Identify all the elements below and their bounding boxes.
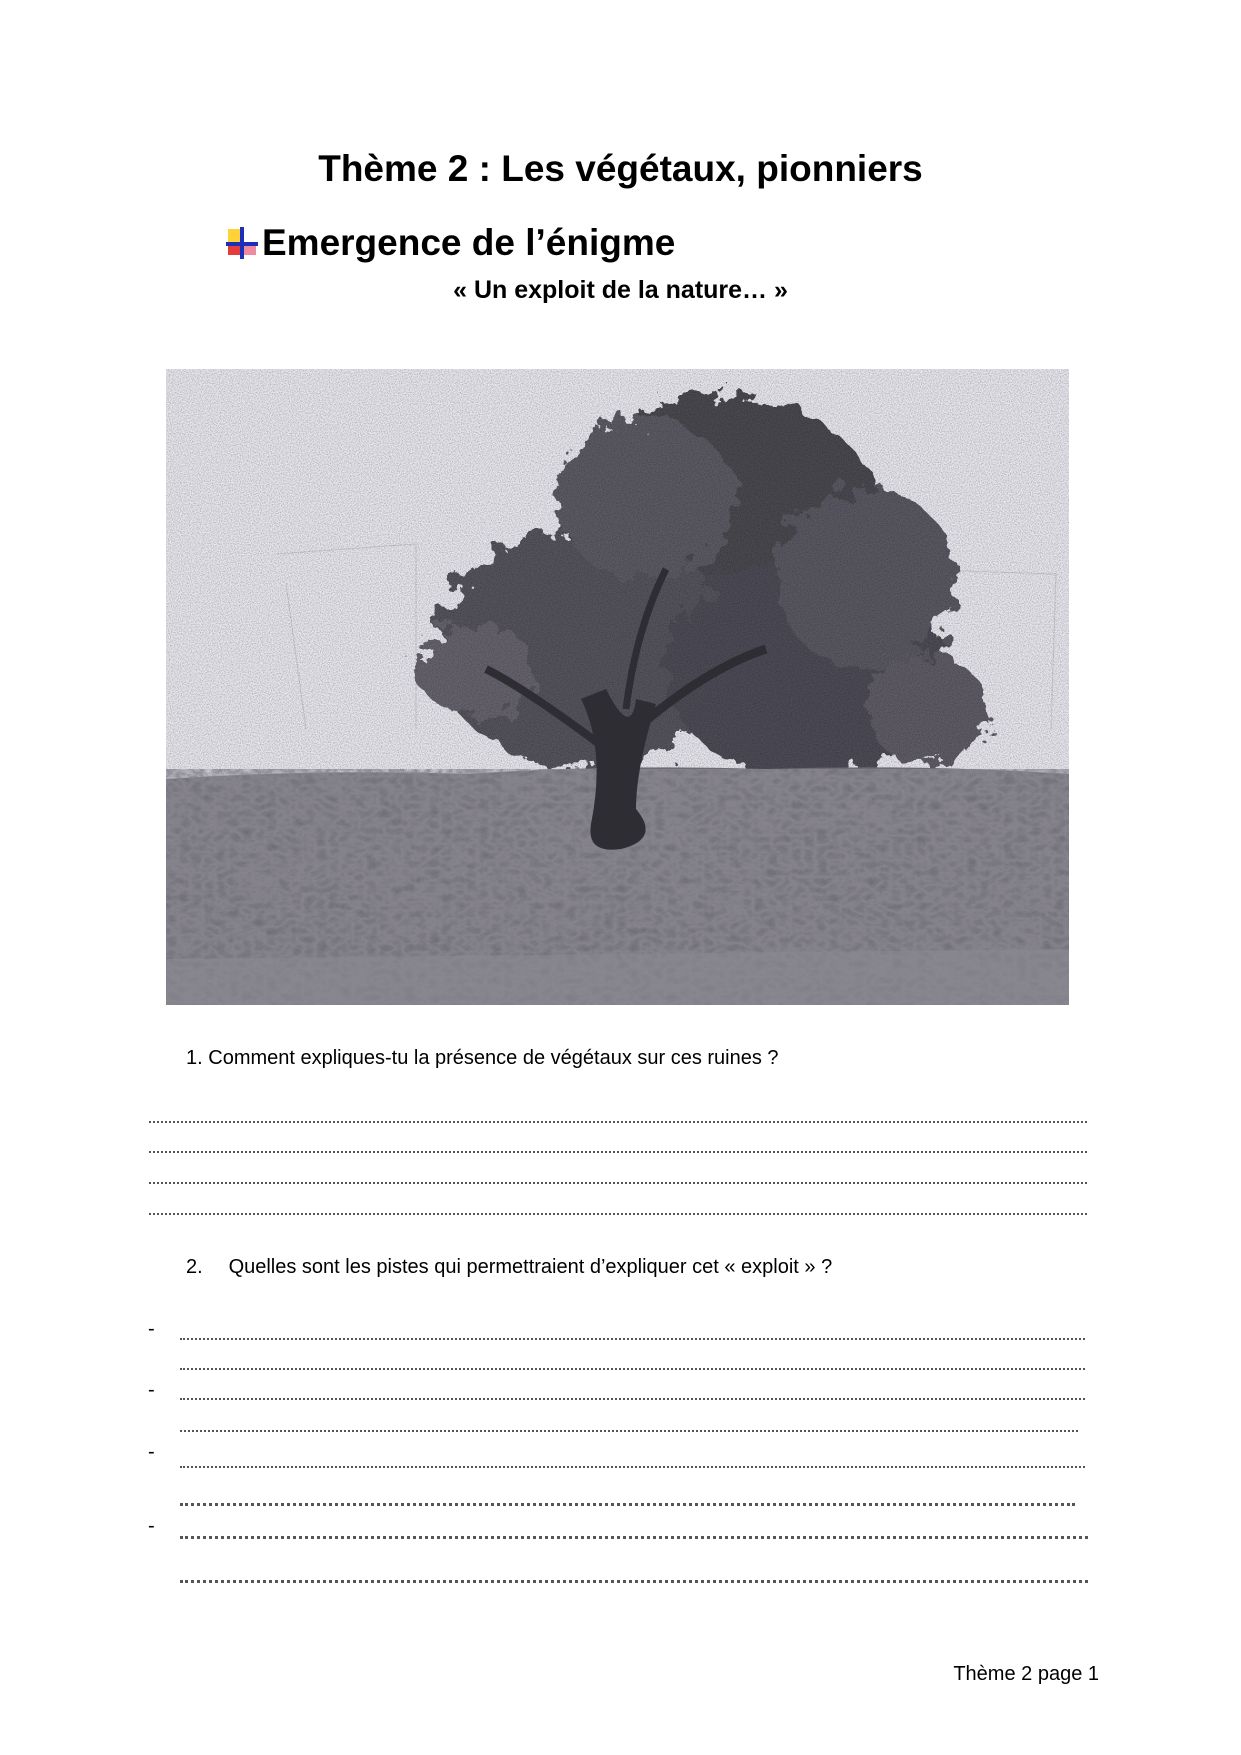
answer-line[interactable] (180, 1430, 1078, 1432)
answer-line[interactable] (180, 1338, 1085, 1340)
answer-line-4[interactable] (149, 1213, 1087, 1215)
answer-line-3[interactable] (149, 1182, 1087, 1184)
answer-dash: - (148, 1441, 155, 1463)
tree-on-ruined-wall-photo (166, 369, 1069, 1005)
question-1 (186, 1047, 779, 1070)
answer-line-2[interactable] (149, 1151, 1087, 1153)
answer-line[interactable] (180, 1580, 1088, 1583)
subtitle: « Un exploit de la nature… » (453, 276, 788, 304)
answer-line[interactable] (180, 1398, 1085, 1400)
answer-line[interactable] (180, 1536, 1088, 1539)
question-number: 1. (186, 1047, 203, 1069)
answer-dash: - (148, 1515, 155, 1537)
page-title: Thème 2 : Les végétaux, pionniers (318, 148, 923, 189)
answer-dash: - (148, 1318, 155, 1340)
question-2 (186, 1256, 832, 1279)
page-footer: Thème 2 page 1 (953, 1663, 1099, 1685)
section-heading-text: Emergence de l’énigme (262, 222, 676, 263)
question-text: Comment expliques-tu la présence de végétaux sur ces ruines ? (208, 1047, 779, 1069)
answer-line[interactable] (180, 1466, 1085, 1468)
section-heading (224, 222, 675, 264)
question-number: 2. (186, 1256, 203, 1278)
answer-line-1[interactable] (149, 1121, 1087, 1123)
answer-dash: - (148, 1379, 155, 1401)
colored-plus-icon (224, 225, 260, 261)
answer-line[interactable] (180, 1503, 1075, 1506)
answer-line[interactable] (180, 1368, 1085, 1370)
question-text: Quelles sont les pistes qui permettraient d’expliquer cet « exploit » ? (228, 1256, 833, 1278)
